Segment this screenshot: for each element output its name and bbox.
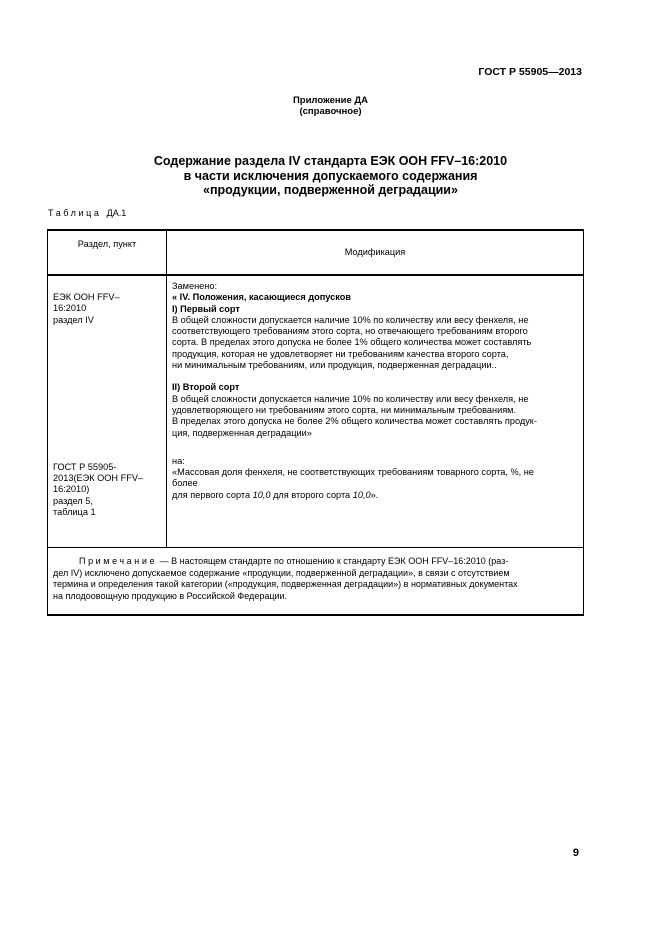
- title-line-1: Содержание раздела IV стандарта ЕЭК ООН FFV–16:2010: [153, 154, 508, 168]
- paragraph-line: удовлетворяющего ни требованиям этого сорта, ни минимальным требованиям.: [172, 404, 517, 415]
- ref2-line: раздел 5,: [53, 495, 93, 506]
- paragraph-line: В общей сложности допускается наличие 10% по количеству или весу фенхеля, не: [172, 314, 529, 325]
- note-row: [48, 548, 584, 616]
- annex-title: Приложение ДА: [292, 95, 369, 106]
- paragraph-line: В общей сложности допускается наличие 10% по количеству или весу фенхеля, не: [172, 393, 529, 404]
- annex-subtitle: (справочное): [299, 106, 362, 117]
- paragraph-line: более: [172, 478, 198, 489]
- header-section-point: Раздел, пункт: [48, 230, 167, 275]
- second-grade-value: 10,0: [352, 489, 371, 500]
- second-grade-heading: II) Второй сорт: [172, 382, 240, 393]
- grade-values-line: [172, 490, 579, 501]
- first-grade-heading: I) Первый сорт: [172, 303, 240, 314]
- grade-values-text: для первого сорта: [172, 489, 253, 500]
- paragraph-line: сорта. В пределах этого допуска не более 1% общего количества может составлять: [172, 337, 532, 348]
- note-text: — В настоящем стандарте по отношению к стандарту ЕЭК ООН FFV–16:2010 (раз-: [157, 556, 509, 566]
- table-caption: [48, 208, 126, 218]
- page-number: 9: [572, 847, 579, 859]
- title-line-3: «продукции, подверженной деградации»: [203, 183, 458, 197]
- note-text: термина и определения такой категории («продукция, подверженная деградации») в нормативных документах: [53, 579, 518, 589]
- paragraph-line: ция, подверженная деградации»: [172, 427, 312, 438]
- section-heading: « IV. Положения, касающиеся допусков: [172, 292, 351, 303]
- paragraph-line: соответствующего требованиям этого сорта, но отвечающего требованиям второго: [172, 326, 528, 337]
- paragraph-line: «Массовая доля фенхеля, не соответствующих требованиям товарного сорта, %, не: [172, 467, 534, 478]
- note-text: дел IV) исключено допускаемое содержание «продукции, подверженной деградации», в связи с отсутствием: [53, 567, 510, 578]
- replaced-label: Заменено:: [172, 281, 218, 291]
- ref1-line: 16:2010: [53, 303, 87, 314]
- note-label: Примечание: [79, 556, 158, 566]
- ref1-line: ЕЭК ООН FFV–: [53, 292, 120, 302]
- modification-cell: [167, 275, 584, 548]
- on-label: на:: [172, 455, 185, 466]
- section-reference-cell: [48, 275, 167, 548]
- ref2-line: таблица 1: [53, 507, 96, 518]
- annex-heading: [0, 95, 661, 117]
- grade-values-text: ».: [370, 489, 379, 500]
- modification-table: [47, 229, 584, 616]
- title-line-2: в части исключения допускаемого содержания: [183, 168, 478, 183]
- table-caption-number: ДА.1: [106, 208, 127, 218]
- note-cell: [48, 548, 584, 616]
- ref2-line: ГОСТ Р 55905-: [53, 461, 117, 472]
- first-grade-value: 10,0: [252, 489, 271, 500]
- note-text: на плодоовощную продукцию в Российской Федерации.: [53, 590, 288, 601]
- grade-values-text: для второго сорта: [270, 489, 353, 500]
- table-header-row: [48, 230, 584, 275]
- table-caption-label: Таблица: [48, 208, 102, 218]
- ref1-line: раздел IV: [53, 314, 94, 325]
- header-modification: Модификация: [167, 230, 584, 275]
- ref2-line: 2013(ЕЭК ООН FFV–: [53, 473, 144, 484]
- table-row: [48, 275, 584, 548]
- paragraph-line: ни минимальным требованиям, или продукция, подверженная деградации..: [172, 360, 497, 371]
- ref2-line: 16:2010): [53, 484, 90, 495]
- paragraph-line: продукция, которая не удовлетворяет ни требованиям качества второго сорта,: [172, 348, 509, 359]
- document-header: ГОСТ Р 55905—2013: [478, 66, 582, 78]
- paragraph-line: В пределах этого допуска не более 2% общего количества может составлять продук-: [172, 416, 537, 427]
- section-title: [0, 154, 661, 198]
